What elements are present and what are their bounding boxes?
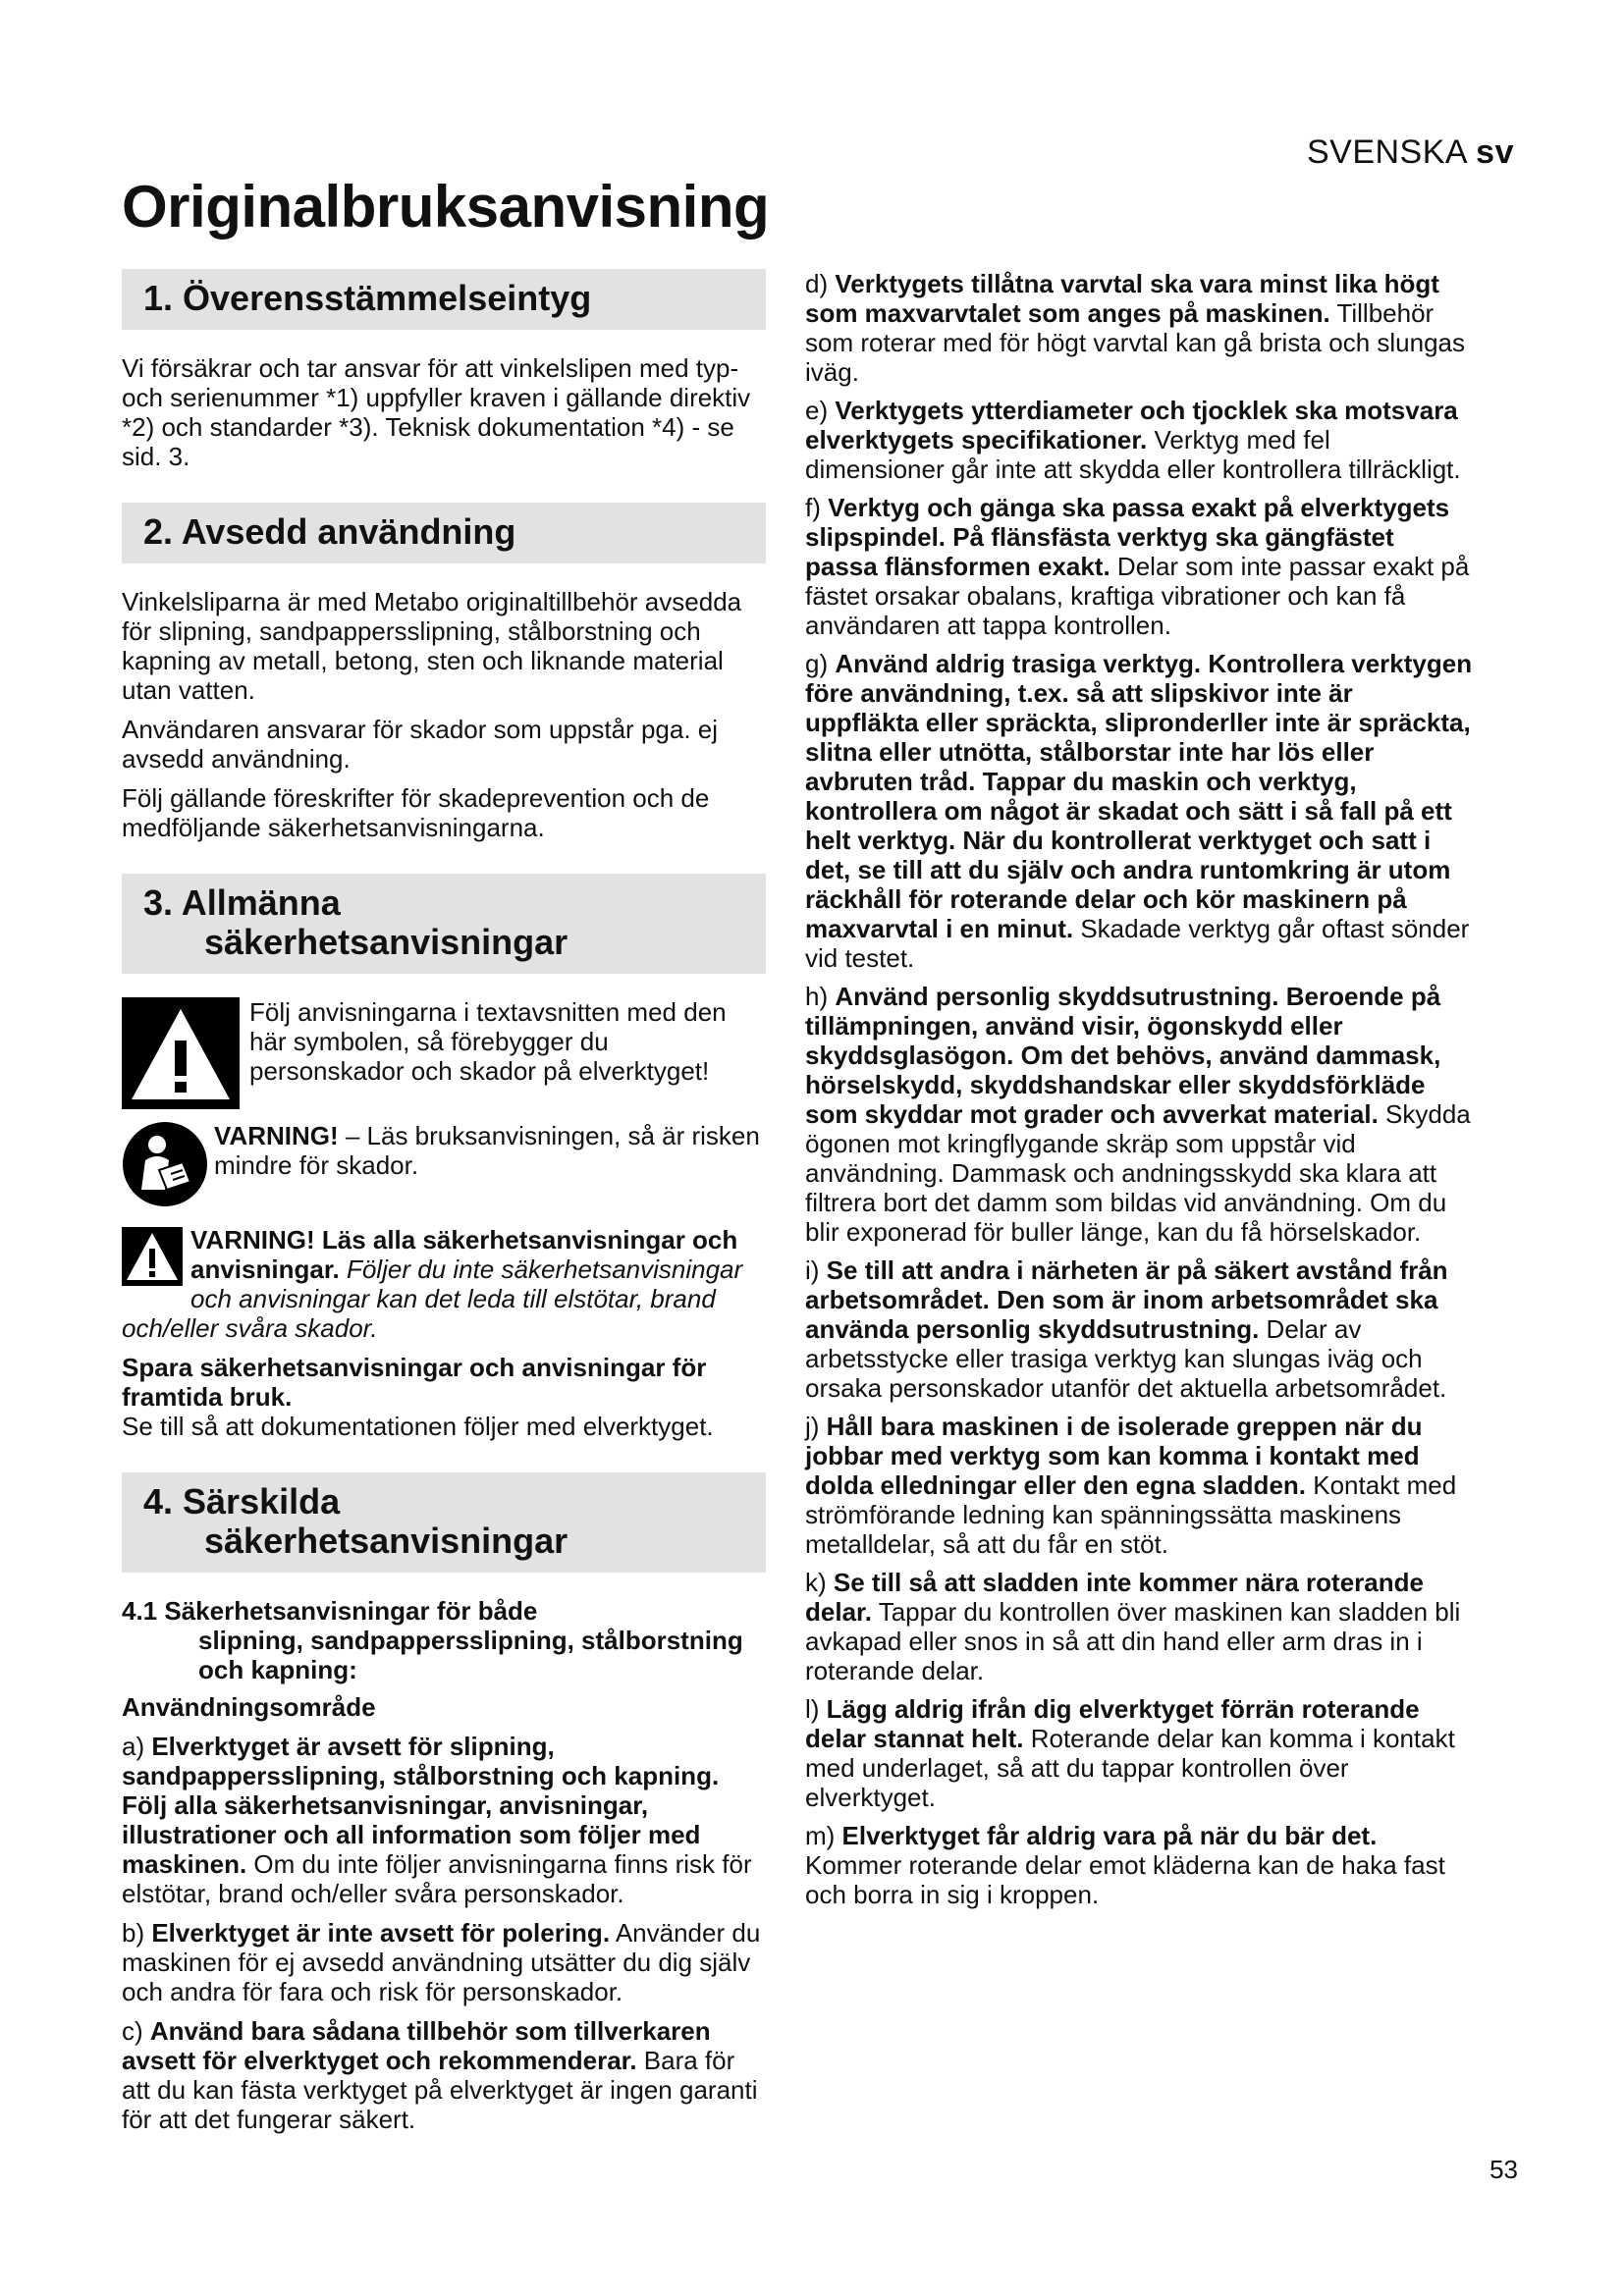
item-e (805, 396, 1473, 484)
item-l-bold: Lägg aldrig ifrån dig elverktyget förrän roterande delar stannat helt. (805, 1694, 1420, 1753)
warning-1-lead: VARNING! (214, 1121, 339, 1150)
section-2-p3: Följ gällande föreskrifter för skadeprevention och de medföljande säkerhetsanvisningarna. (122, 783, 710, 842)
save-instructions-bold: Spara säkerhetsanvisningar och anvisningar för framtida bruk. (122, 1353, 707, 1412)
item-b (122, 1918, 766, 2006)
item-c-text: Bara för att du kan fästa verktyget på elverktyget är ingen garanti för att det fungerar säkert. (122, 2046, 758, 2134)
language-indicator (1307, 133, 1514, 172)
item-m (805, 1821, 1473, 1909)
item-k-text: Tappar du kontrollen över maskinen kan sladden bli avkapad eller snos in så att din hand eller arm dras in i roterande delar. (805, 1597, 1461, 1685)
item-a-bold: Elverktyget är avsett för slipning, sandpappersslipning, stålborstning och kapning. Följ alla säkerhetsanvisningar, anvisningar, illustrationer och all information som följer med maskinen. (122, 1732, 720, 1879)
item-k-bold: Se till så att sladden inte kommer nära roterande delar. (805, 1568, 1424, 1627)
language-code: sv (1476, 133, 1514, 171)
item-c-bold: Använd bara sådana tillbehör som tillverkaren avsett för elverktyget och rekommenderar. (122, 2016, 711, 2075)
section-3-heading (122, 874, 766, 974)
item-h-label: h) (805, 982, 836, 1011)
item-f-label: f) (805, 493, 829, 522)
item-c-label: c) (122, 2016, 150, 2046)
usage-area-heading: Användningsområde (122, 1692, 376, 1722)
item-h-text: Skydda ögonen mot kringflygande skräp som uppstår vid användning. Dammask och andningsskydd ska klara att filtrera bort det damm som bildas vid användning. Om du blir exponerad för buller länge, kan du få hörselskador. (805, 1099, 1471, 1247)
item-b-text: Använder du maskinen för ej avsedd användning utsätter du dig själv och andra för fara och risk för personskador. (122, 1918, 761, 2006)
item-e-bold: Verktygets ytterdiameter och tjocklek ska motsvara elverktygets specifikationer. (805, 396, 1458, 454)
item-j-bold: Håll bara maskinen i de isolerade greppen när du jobbar med verktyg som kan komma i kontakt med dolda elledningar eller den egna sladden. (805, 1412, 1423, 1500)
subsection-4-1-line2: slipning, sandpappersslipning, stålborstning och kapning: (198, 1626, 743, 1684)
section-4-heading (122, 1472, 766, 1573)
section-4-heading-line1: 4. Särskilda (143, 1481, 341, 1522)
item-l-text: Roterande delar kan komma i kontakt med underlaget, så att du tappar kontrollen över elverktyget. (805, 1724, 1455, 1812)
item-i (805, 1255, 1473, 1403)
item-d-label: d) (805, 269, 836, 298)
item-e-text: Verktyg med fel dimensioner går inte att skydda eller kontrollera tillräckligt. (805, 425, 1461, 484)
item-m-text: Kommer roterande delar emot kläderna kan de haka fast och borra in sig i kroppen. (805, 1850, 1445, 1909)
language-name: SVENSKA (1306, 133, 1467, 171)
section-1-body: Vi försäkrar och tar ansvar för att vinkelslipen med typ- och serienummer *1) uppfyller kraven i gällande direktiv *2) och standarder *3). Teknisk dokumentation *4) - se sid. 3. (122, 353, 751, 471)
item-a-label: a) (122, 1732, 152, 1761)
item-j-text: Kontakt med strömförande ledning kan spänningssätta maskinens metalldelar, så att du får en stöt. (805, 1470, 1457, 1559)
section-4-heading-line2: säkerhetsanvisningar (204, 1521, 568, 1561)
item-j (805, 1412, 1473, 1559)
item-i-bold: Se till att andra i närheten är på säkert avstånd från arbetsområdet. Den som är inom arbetsområdet ska använda personlig skyddsutrustning. (805, 1255, 1448, 1344)
save-instructions-text: Se till så att dokumentationen följer med elverktyget. (122, 1412, 714, 1441)
item-g-text: Skadade verktyg går oftast sönder vid testet. (805, 914, 1470, 973)
right-column (805, 269, 1473, 1918)
left-column (122, 269, 766, 2144)
item-b-bold: Elverktyget är inte avsett för polering. (151, 1918, 611, 1948)
item-h-bold: Använd personlig skyddsutrustning. Beroende på tillämpningen, använd visir, ögonskydd eller skyddsglasögon. Om det behövs, använd dammask, hörselskydd, skyddshandskar eller skyddsförkläde som skyddar mot grader och avverkat material. (805, 982, 1441, 1129)
warning-triangle-icon (122, 997, 240, 1109)
section-2-p1: Vinkelsliparna är med Metabo originaltillbehör avsedda för slipning, sandpappersslipning, stålborstning och kapning av metall, betong, sten och liknande material utan vatten. (122, 587, 742, 705)
section-3-heading-line1: 3. Allmänna (143, 882, 341, 923)
section-3-heading-line2: säkerhetsanvisningar (204, 922, 568, 962)
subsection-4-1-heading (122, 1596, 766, 1684)
symbol-text: Följ anvisningarna i textavsnitten med den här symbolen, så förebygger du personskador och skador på elverktyget! (249, 997, 727, 1086)
item-l (805, 1694, 1473, 1812)
item-k (805, 1568, 1473, 1685)
warning-2 (122, 1225, 766, 1343)
item-k-label: k) (805, 1568, 834, 1597)
section-2-heading: 2. Avsedd användning (122, 503, 766, 563)
read-manual-icon (122, 1121, 208, 1207)
page-number: 53 (1489, 2155, 1518, 2184)
section-1-heading: 1. Överensstämmelseintyg (122, 269, 766, 330)
item-l-label: l) (805, 1694, 827, 1724)
item-d (805, 269, 1473, 387)
small-warning-triangle-icon (122, 1227, 183, 1286)
warning-2-lead: VARNING! Läs alla säkerhetsanvisningar och anvisningar. (190, 1225, 738, 1284)
item-d-text: Tillbehör som roterar med för högt varvtal kan gå brista och slungas iväg. (805, 298, 1465, 387)
item-h (805, 982, 1473, 1247)
item-g (805, 649, 1473, 973)
read-manual-warning (122, 1121, 766, 1207)
item-m-bold: Elverktyget får aldrig vara på när du bär det. (841, 1821, 1378, 1850)
item-j-label: j) (805, 1412, 827, 1441)
item-a (122, 1732, 766, 1908)
item-g-bold: Använd aldrig trasiga verktyg. Kontrollera verktygen före användning, t.ex. så att slipskivor inte är uppfläkta eller spräckta, slipronderller inte är spräckta, slitna eller utnötta, stålborstar inte har lös eller avbruten tråd. Tappar du maskin och verktyg, kontrollera om något är skadat och sätt i så fall på ett helt verktyg. När du kontrollerat verktyget och satt i det, se till att du själv och andra runtomkring är utom räckhåll för roterande delar och kör maskinern på maxvarvtal i en minut. (805, 649, 1473, 943)
item-e-label: e) (805, 396, 836, 425)
item-c (122, 2016, 766, 2134)
item-d-bold: Verktygets tillåtna varvtal ska vara minst lika högt som maxvarvtalet som anges på maskinen. (805, 269, 1439, 328)
item-m-label: m) (805, 1821, 842, 1850)
warning-1-text: – Läs bruksanvisningen, så är risken mindre för skador. (214, 1121, 760, 1180)
item-i-text: Delar av arbetsstycke eller trasiga verktyg kan slungas iväg och orsaka personskador utanför det aktuella arbetsområdet. (805, 1314, 1447, 1403)
item-f (805, 493, 1473, 640)
item-f-bold: Verktyg och gänga ska passa exakt på elverktygets slipspindel. På flänsfästa verktyg ska gängfästet passa flänsformen exakt. (805, 493, 1450, 581)
page-title: Originalbruksanvisning (122, 174, 770, 240)
symbol-explanation (122, 997, 766, 1109)
item-b-label: b) (122, 1918, 152, 1948)
warning-2-italic: Följer du inte säkerhetsanvisningar och anvisningar kan det leda till elstötar, brand och/eller svåra skador. (122, 1255, 743, 1343)
section-2-p2: Användaren ansvarar för skador som uppstår pga. ej avsedd användning. (122, 715, 719, 774)
item-a-text: Om du inte följer anvisningarna finns risk för elstötar, brand och/eller svåra personskador. (122, 1849, 752, 1908)
item-i-label: i) (805, 1255, 827, 1285)
item-f-text: Delar som inte passar exakt på fästet orsakar obalans, kraftiga vibrationer och kan få användaren att tappa kontrollen. (805, 552, 1470, 640)
subsection-4-1-line1: 4.1 Säkerhetsanvisningar för både (122, 1596, 538, 1626)
item-g-label: g) (805, 649, 836, 678)
